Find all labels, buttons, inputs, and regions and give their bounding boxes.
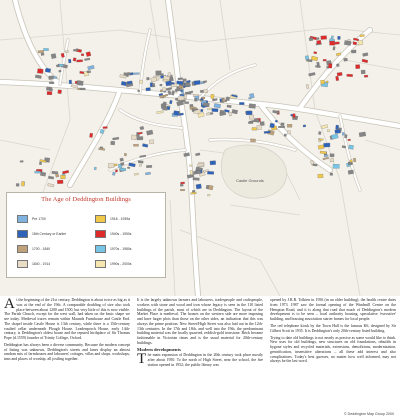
building: [320, 151, 327, 154]
legend-item: [17, 245, 50, 253]
legend-swatch: [17, 230, 28, 238]
building: [338, 36, 341, 39]
building: [318, 174, 323, 178]
building: [347, 74, 353, 77]
building: [362, 59, 368, 63]
building: [146, 130, 153, 135]
article-paragraph: [137, 350, 263, 367]
legend-label: 1700 - 1840: [32, 247, 51, 251]
building: [73, 58, 76, 62]
building: [337, 72, 342, 76]
building: [336, 64, 339, 67]
building: [211, 94, 214, 98]
building: [173, 111, 179, 116]
legend-item: [95, 245, 132, 253]
building: [193, 177, 200, 180]
building: [330, 41, 335, 45]
building: [151, 77, 157, 82]
building: [313, 164, 318, 166]
building: [146, 88, 151, 91]
building: [206, 113, 210, 115]
building: [39, 162, 41, 165]
building: [138, 161, 143, 164]
building: [165, 94, 168, 96]
castle-grounds-area: [221, 145, 286, 198]
building: [203, 103, 209, 107]
building: [127, 72, 130, 75]
castle-grounds-label: Castle Grounds: [236, 178, 264, 183]
building: [115, 170, 118, 173]
building: [248, 122, 253, 124]
drop-cap: A: [4, 298, 15, 312]
building: [180, 189, 184, 191]
building: [56, 65, 58, 68]
building: [335, 129, 341, 133]
section-heading: Modern developments: [137, 346, 181, 352]
building: [306, 84, 309, 88]
building: [342, 132, 345, 135]
building: [146, 165, 152, 168]
building: [168, 73, 171, 77]
building: [62, 170, 68, 174]
building: [45, 68, 50, 73]
building: [77, 81, 84, 86]
legend-label: 1970s - 1980s: [110, 247, 132, 251]
building: [130, 72, 133, 75]
building: [58, 90, 62, 94]
building: [180, 90, 182, 92]
building: [35, 75, 41, 79]
building: [49, 82, 54, 84]
building: [284, 134, 287, 137]
building: [348, 170, 354, 174]
building: [49, 76, 54, 80]
map-legend: [6, 192, 166, 278]
building: [223, 99, 226, 102]
legend-item: [95, 260, 132, 268]
building: [201, 98, 204, 100]
building: [81, 54, 84, 56]
building: [318, 145, 324, 150]
building: [326, 81, 329, 83]
building: [327, 130, 330, 132]
building: [179, 85, 182, 88]
building: [169, 100, 172, 104]
building: [353, 158, 356, 162]
building: [197, 170, 201, 174]
building: [317, 40, 322, 44]
building: [287, 131, 290, 134]
building: [68, 59, 71, 63]
building: [145, 172, 150, 175]
building: [134, 173, 138, 175]
building: [278, 126, 284, 128]
building: [270, 123, 275, 128]
building: [204, 90, 208, 93]
building: [127, 167, 130, 169]
building: [55, 174, 59, 178]
building: [323, 59, 326, 61]
building: [80, 88, 85, 90]
building: [303, 125, 306, 127]
legend-item: [17, 215, 46, 223]
building: [49, 88, 52, 91]
building: [183, 79, 187, 82]
building: [80, 71, 85, 74]
building: [178, 78, 183, 80]
building: [120, 158, 124, 162]
building: [200, 90, 203, 92]
building: [43, 48, 48, 50]
building: [59, 64, 64, 66]
legend-label: 1840 - 1914: [32, 262, 51, 266]
building: [257, 125, 262, 130]
building: [193, 171, 196, 175]
building: [348, 162, 352, 165]
building: [206, 185, 209, 189]
building: [314, 51, 317, 54]
building: [249, 104, 256, 109]
building: [275, 120, 278, 122]
legend-item: [95, 215, 130, 223]
building: [142, 144, 148, 148]
building: [305, 56, 309, 60]
building: [353, 42, 357, 45]
building: [185, 102, 189, 104]
legend-label: 18th Century or Earlier: [32, 232, 67, 236]
building: [146, 77, 149, 80]
building: [38, 50, 44, 53]
building: [37, 69, 43, 74]
building: [227, 105, 231, 108]
building: [166, 87, 172, 90]
article-paragraph-text: t the beginning of the 21st century, Deddington is about twice as big as it was at the end of the 19th. A comparable doubling of size also took place between about 1200 and 1500, but very little of this is now visible. The Parish Church, except for the west wall, had taken on the basic shape we see today. Medieval traces remain within Maunds Farmhouse and Castle End. The chapel inside Castle House is 13th century, while there is a 15th-century vaulted cellar underneath Plough House. Leadenporch House, early 14th-century, is Deddington's oldest house and the reputed birthplace of Sir Thomas Pope (d.1559) founder of Trinity College, Oxford.: [4, 298, 130, 340]
building: [161, 74, 163, 76]
building: [20, 161, 23, 163]
building: [195, 153, 200, 156]
building: [198, 163, 204, 166]
building: [246, 111, 252, 115]
building: [351, 50, 356, 53]
building: [293, 114, 296, 118]
building: [84, 58, 90, 61]
building: [214, 103, 221, 108]
building: [318, 131, 321, 134]
building: [162, 87, 166, 91]
building: [344, 58, 348, 61]
building: [89, 133, 92, 137]
legend-item: [17, 260, 50, 268]
building: [348, 139, 351, 141]
building: [321, 36, 327, 40]
legend-title: The Age of Deddington Buildings: [41, 196, 131, 203]
building: [309, 37, 313, 40]
article-paragraph: Deddington has always been a diverse community. Because the modern concept of listing was unknown, Deddington's streets and lanes display an almost random mix of farmhouses and labourers' cottages, villas and shops, workshops, inns and places of worship, all jostling together.: [4, 342, 130, 362]
legend-item: [17, 230, 66, 238]
building: [356, 65, 360, 69]
buildings-layer: [16, 34, 368, 196]
article-paragraph: [4, 298, 130, 341]
article-paragraph-text: he main expansion of Deddington in the 20th century took place mostly after about 1950. To the north of High Street, near the school, the fire station opened in 1952; the public library was: [147, 353, 263, 367]
building: [86, 52, 91, 57]
building: [113, 137, 119, 140]
building: [210, 161, 216, 165]
building: [229, 112, 232, 116]
building: [232, 109, 238, 114]
building: [156, 71, 162, 76]
legend-label: Pre 1700: [32, 217, 46, 221]
building: [157, 111, 164, 114]
building: [137, 136, 143, 140]
building: [324, 143, 330, 147]
building: [207, 194, 210, 196]
building: [249, 115, 253, 120]
building: [336, 76, 339, 81]
building: [175, 89, 177, 92]
building: [112, 172, 115, 176]
article-paragraph: Trying to date old buildings is not nearly as precise as some would like to think. New uses for old buildings, new structures on old foundations, rebuilds in bygone styles and recycled materials, extensions, demolitions, modernisation, gentrification, insensitive alterations – all these add interest and also complications. Today's best guesses, no matter how well informed, may not always be the last word.: [270, 335, 396, 364]
legend-swatch: [95, 215, 106, 223]
building: [138, 90, 140, 92]
building: [22, 182, 25, 186]
building: [344, 134, 347, 138]
legend-swatch: [17, 260, 28, 268]
article-paragraph: The red telephone kiosk by the Town Hall is the famous K6, designed by Sir Gilbert Scott in 1935. It is Deddington's only 20th-century listed building.: [270, 323, 396, 333]
building: [40, 172, 46, 176]
building: [319, 139, 323, 141]
building: [328, 64, 332, 69]
building: [129, 163, 136, 167]
building: [35, 171, 41, 173]
building: [77, 60, 83, 62]
building: [16, 184, 19, 187]
building: [194, 98, 197, 101]
legend-swatch: [95, 245, 106, 253]
building: [361, 70, 365, 74]
building: [252, 127, 257, 130]
building: [264, 131, 271, 134]
legend-swatch: [95, 230, 106, 238]
building: [212, 108, 218, 111]
building: [163, 107, 168, 111]
legend-label: 1918 - 1939a: [110, 217, 130, 221]
building: [88, 65, 95, 70]
building: [133, 73, 139, 75]
building: [127, 81, 132, 85]
building: [330, 158, 334, 162]
building: [349, 145, 354, 149]
building: [51, 53, 56, 58]
building: [69, 80, 72, 84]
building: [59, 70, 62, 72]
building: [189, 165, 192, 167]
building: [111, 141, 115, 145]
legend-label: 1990s - 2000s: [110, 262, 132, 266]
legend-swatch: [17, 245, 28, 253]
building: [140, 80, 143, 83]
building: [333, 164, 339, 168]
building: [207, 171, 214, 174]
building: [160, 84, 162, 86]
building: [48, 176, 54, 179]
legend-label: 1940s - 1950s: [110, 232, 132, 236]
building: [317, 62, 320, 66]
building: [99, 148, 105, 151]
building: [180, 182, 184, 184]
building: [120, 168, 126, 171]
building: [363, 53, 369, 57]
building: [57, 180, 63, 184]
copyright-notice: © Deddington Map Group 2000: [344, 412, 394, 416]
building: [140, 126, 144, 130]
building: [334, 42, 339, 45]
building: [239, 102, 244, 104]
building: [47, 91, 52, 94]
article-paragraph: It is the largely unknown farmers and labourers, tradespeople and craftspeople, workers with stone and wood and iron whose legacy is seen in the 110 listed buildings of the parish, most of which are in Deddington. The layout of the Market Place is medieval. The houses on the western side are more imposing and have larger plots than those on the other sides, an indication that this was always the prime position. New Street/High Street was also laid out in the 12th-13th centuries. In the 17th and 18th, and well into the 19th, the predominant building material was the locally quarried, reddish-gold ironstone. Brick became fashionable in Victorian times and is the usual material for 20th-century buildings.: [137, 298, 263, 345]
building: [359, 132, 366, 137]
building: [331, 36, 334, 39]
article-paragraph: opened by J.R.R. Tolkien in 1956 (in an older building); the health centre dates from 1973. 1987 saw the formal opening of the Windmill Centre on the Hempton Road, and it is along that road that much of Deddington's modern development is to be seen – local authority housing, speculative 'executive' building, and housing association starter homes for local people.: [270, 298, 396, 321]
building: [48, 183, 54, 187]
building: [201, 109, 204, 112]
building: [184, 94, 187, 99]
building: [124, 153, 126, 156]
building: [133, 144, 138, 146]
building: [364, 75, 368, 77]
building: [61, 175, 66, 179]
building: [321, 80, 325, 84]
building: [108, 163, 114, 168]
building: [94, 167, 97, 170]
building: [208, 108, 212, 110]
building: [185, 82, 191, 86]
building: [178, 96, 184, 100]
building: [287, 124, 292, 127]
building: [330, 154, 334, 157]
building: [131, 135, 136, 140]
building: [41, 53, 44, 56]
building: [330, 173, 333, 176]
building: [281, 123, 284, 126]
legend-swatch: [17, 215, 28, 223]
building: [321, 125, 328, 129]
building: [87, 71, 91, 73]
building: [103, 126, 108, 128]
drop-cap: T: [137, 350, 147, 367]
building: [250, 139, 255, 142]
building: [149, 140, 154, 144]
building: [315, 65, 320, 67]
building: [203, 81, 207, 83]
building: [114, 164, 117, 166]
building: [100, 129, 104, 134]
building: [309, 72, 316, 76]
building: [336, 125, 339, 129]
building: [139, 164, 141, 167]
building: [180, 184, 183, 186]
article-text: [4, 298, 396, 412]
building: [333, 47, 336, 51]
building: [194, 80, 201, 85]
building: [226, 97, 230, 101]
building: [331, 134, 338, 139]
legend-swatch: [95, 260, 106, 268]
building: [324, 155, 328, 157]
building: [169, 83, 171, 85]
building: [180, 94, 185, 96]
legend-item: [95, 230, 132, 238]
building: [323, 157, 329, 160]
building: [272, 110, 279, 114]
building: [52, 171, 58, 174]
building: [196, 184, 202, 189]
